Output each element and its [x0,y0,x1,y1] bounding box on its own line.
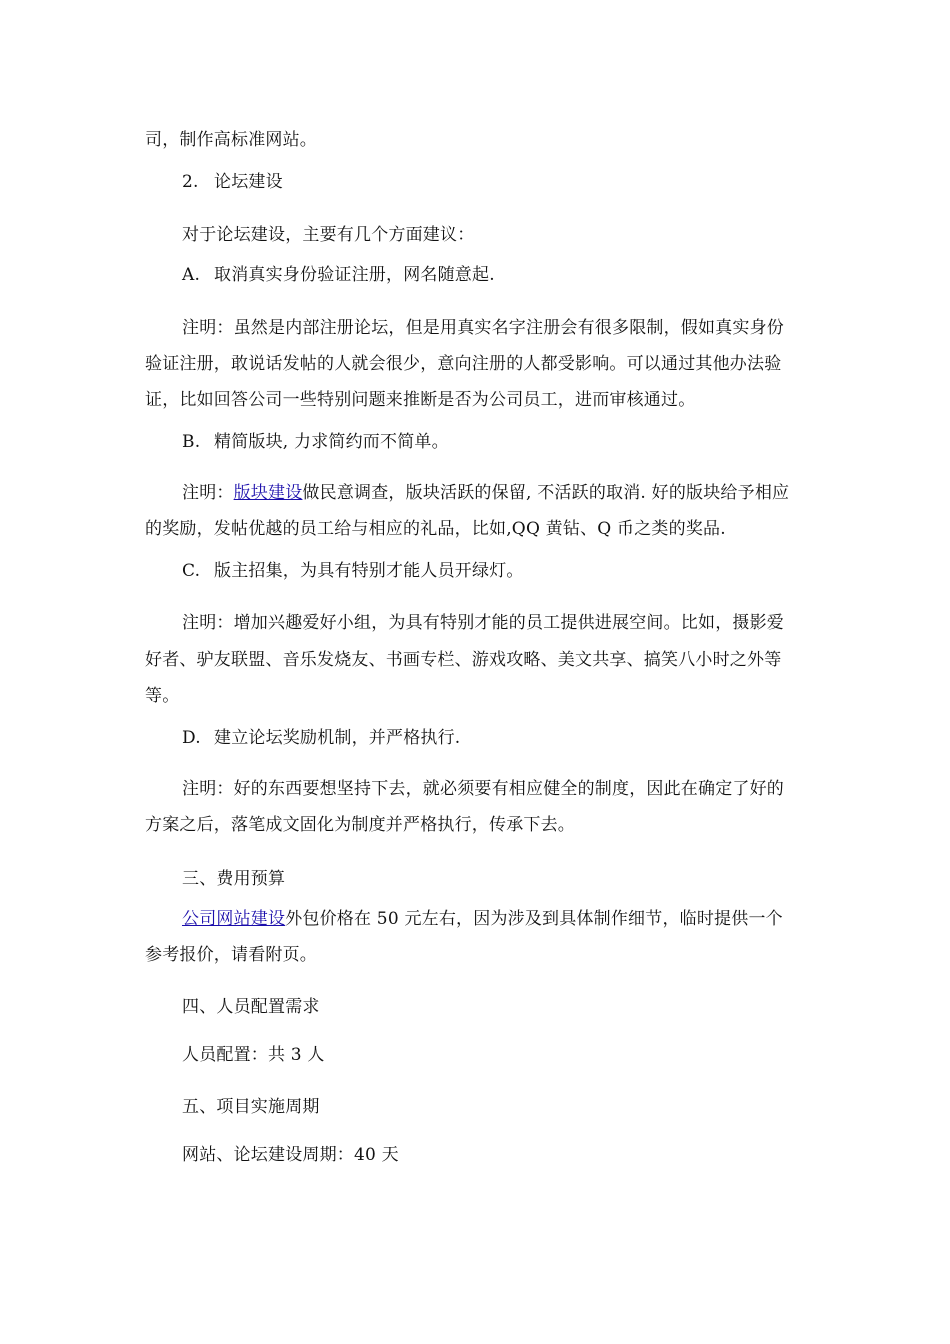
note-line: 证，比如回答公司一些特别问题来推断是否为公司员工，进而审核通过。 [145,390,696,410]
heading-staffing: 四、人员配置需求 [182,997,320,1017]
note-prefix: 注明： [182,483,234,503]
paragraph-line: 人员配置：共 3 人 [182,1045,325,1065]
paragraph-line: 网站、论坛建设周期：40 天 [182,1145,399,1165]
list-item-text: 取消真实身份验证注册，网名随意起. [214,265,495,285]
list-marker: D. [182,728,201,748]
section-number: 2. [182,172,199,192]
heading-schedule: 五、项目实施周期 [182,1097,320,1117]
paragraph-line: 司，制作高标准网站。 [145,130,317,150]
list-item-text: 精简版块, 力求简约而不简单。 [214,432,449,452]
note-line: 方案之后，落笔成文固化为制度并严格执行，传承下去。 [145,815,575,835]
note-line: 的奖励，发帖优越的员工给与相应的礼品，比如,QQ 黄钻、Q 币之类的奖品. [145,519,726,539]
list-item-d [182,728,862,748]
note-line: 等。 [145,686,180,706]
list-item-text: 版主招集，为具有特别才能人员开绿灯。 [214,561,524,581]
note-line: 好者、驴友联盟、音乐发烧友、书画专栏、游戏攻略、美文共享、搞笑八小时之外等 [145,650,782,670]
section-title: 论坛建设 [214,172,283,192]
paragraph-line: 对于论坛建设，主要有几个方面建议： [182,225,475,245]
list-item-b [182,432,862,452]
paragraph-line [182,909,862,929]
list-item-text: 建立论坛奖励机制，并严格执行. [214,728,461,748]
link-section-building[interactable]: 版块建设 [233,483,303,503]
note-line [182,483,862,503]
note-text: 做民意调查，版块活跃的保留, 不活跃的取消. 好的版块给予相应 [302,483,790,503]
paragraph-text: 外包价格在 50 元左右，因为涉及到具体制作细节，临时提供一个 [285,909,783,929]
list-item-a [182,265,862,285]
note-line: 注明：好的东西要想坚持下去，就必须要有相应健全的制度，因此在确定了好的 [182,779,784,799]
paragraph-line: 参考报价，请看附页。 [145,945,317,965]
note-line: 验证注册，敢说话发帖的人就会很少，意向注册的人都受影响。可以通过其他办法验 [145,354,782,374]
list-marker: C. [182,561,201,581]
link-company-website[interactable]: 公司网站建设 [182,909,286,929]
list-item-c [182,561,862,581]
list-marker: B. [182,432,201,452]
list-marker: A. [182,265,201,285]
note-line: 注明：虽然是内部注册论坛，但是用真实名字注册会有很多限制，假如真实身份 [182,318,784,338]
heading-budget: 三、费用预算 [182,869,286,889]
section-heading-forum [182,172,862,192]
note-line: 注明：增加兴趣爱好小组，为具有特别才能的员工提供进展空间。比如，摄影爱 [182,613,784,633]
